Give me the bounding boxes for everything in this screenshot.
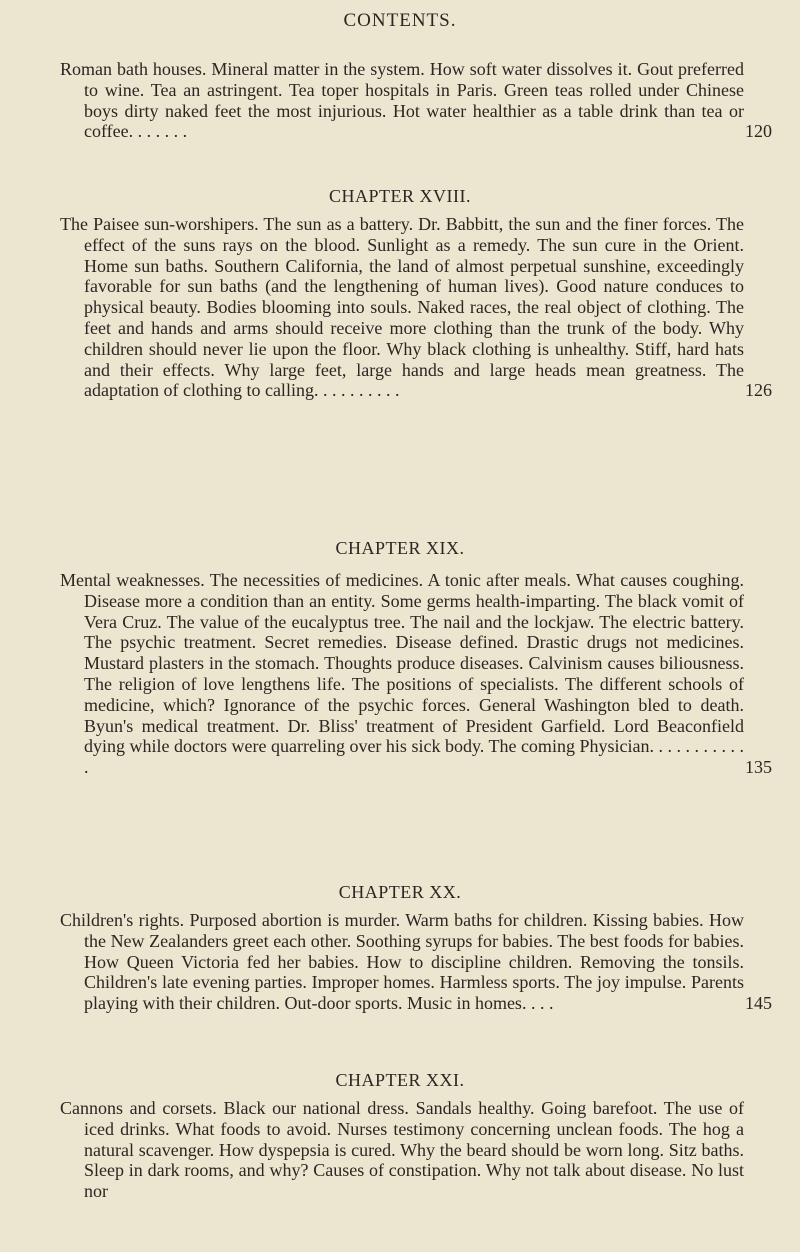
chapter-heading: CHAPTER XIX. xyxy=(335,538,465,558)
contents-entry xyxy=(60,910,772,1014)
page-number: 145 xyxy=(745,993,772,1014)
entry-text: Cannons and corsets. Black our national dress. Sandals healthy. Going barefoot. The use of iced drinks. What foods to avoid. Nurses testimony concerning unclean foods. The hog a natural scavenger. How dyspepsia is cured. Why the beard should be worn long. Sitz baths. Sleep in dark rooms, and why? Causes of constipation. Why not talk about disease. No lust nor xyxy=(60,1098,744,1202)
running-header: CONTENTS. xyxy=(343,10,457,31)
contents-entry xyxy=(60,1098,744,1202)
chapter-heading: CHAPTER XXI. xyxy=(335,1070,465,1090)
contents-entry xyxy=(60,214,772,401)
chapter-heading: CHAPTER XVIII. xyxy=(329,186,471,206)
entry-text: Mental weaknesses. The necessities of medicines. A tonic after meals. What causes coughing. Disease more a condition than an entity. Some germs health-imparting. The black vomit of Vera Cruz. The value of the eucalyptus tree. The nail and the lockjaw. The electric battery. The psychic treatment. Secret remedies. Disease defined. Drastic drugs not medicines. Mustard plasters in the stomach. Thoughts produce diseases. Calvinism causes biliousness. The religion of love lengthens life. The positions of specialists. The different schools of medicine, which? Ignorance of the psychic forces. General Washington bled to death. Byun's medical treatment. Dr. Bliss' treatment of President Garfield. Lord Beaconfield dying while doctors were quarreling over his sick body. The coming Physician. . . . . . . . . . . . xyxy=(60,570,744,778)
entry-text: Roman bath houses. Mineral matter in the system. How soft water dissolves it. Gout preferred to wine. Tea an astringent. Tea toper hospitals in Paris. Green teas rolled under Chinese boys dirty naked feet the most injurious. Hot water healthier as a table drink than tea or coffee. . . . . . . xyxy=(60,59,744,142)
page-number: 120 xyxy=(745,121,772,142)
chapter-heading: CHAPTER XX. xyxy=(338,882,462,902)
page-number: 126 xyxy=(745,380,772,401)
entry-text: The Paisee sun-worshipers. The sun as a battery. Dr. Babbitt, the sun and the finer forces. The effect of the suns rays on the blood. Sunlight as a remedy. The sun cure in the Orient. Home sun baths. Southern California, the land of almost perpetual sunshine, exceedingly favorable for sun baths (and the lengthening of human lives). Good nature conduces to physical beauty. Bodies blooming into souls. Naked races, the real object of clothing. The feet and hands and arms should receive more clothing than the trunk of the body. Why children should never lie upon the floor. Why black clothing is unhealthy. Stiff, hard hats and their effects. Why large feet, large hands and large heads mean greatness. The adaptation of clothing to calling. . . . . . . . . . xyxy=(60,214,744,401)
contents-entry xyxy=(60,59,772,142)
contents-entry xyxy=(60,570,772,778)
page-number: 135 xyxy=(745,757,772,778)
entry-text: Children's rights. Purposed abortion is murder. Warm baths for children. Kissing babies. How the New Zealanders greet each other. Soothing syrups for babies. The best foods for babies. How Queen Victoria fed her babies. How to discipline children. Removing the tonsils. Children's late evening parties. Improper homes. Harmless sports. The joy impulse. Parents playing with their children. Out-door sports. Music in homes. . . . xyxy=(60,910,744,1014)
